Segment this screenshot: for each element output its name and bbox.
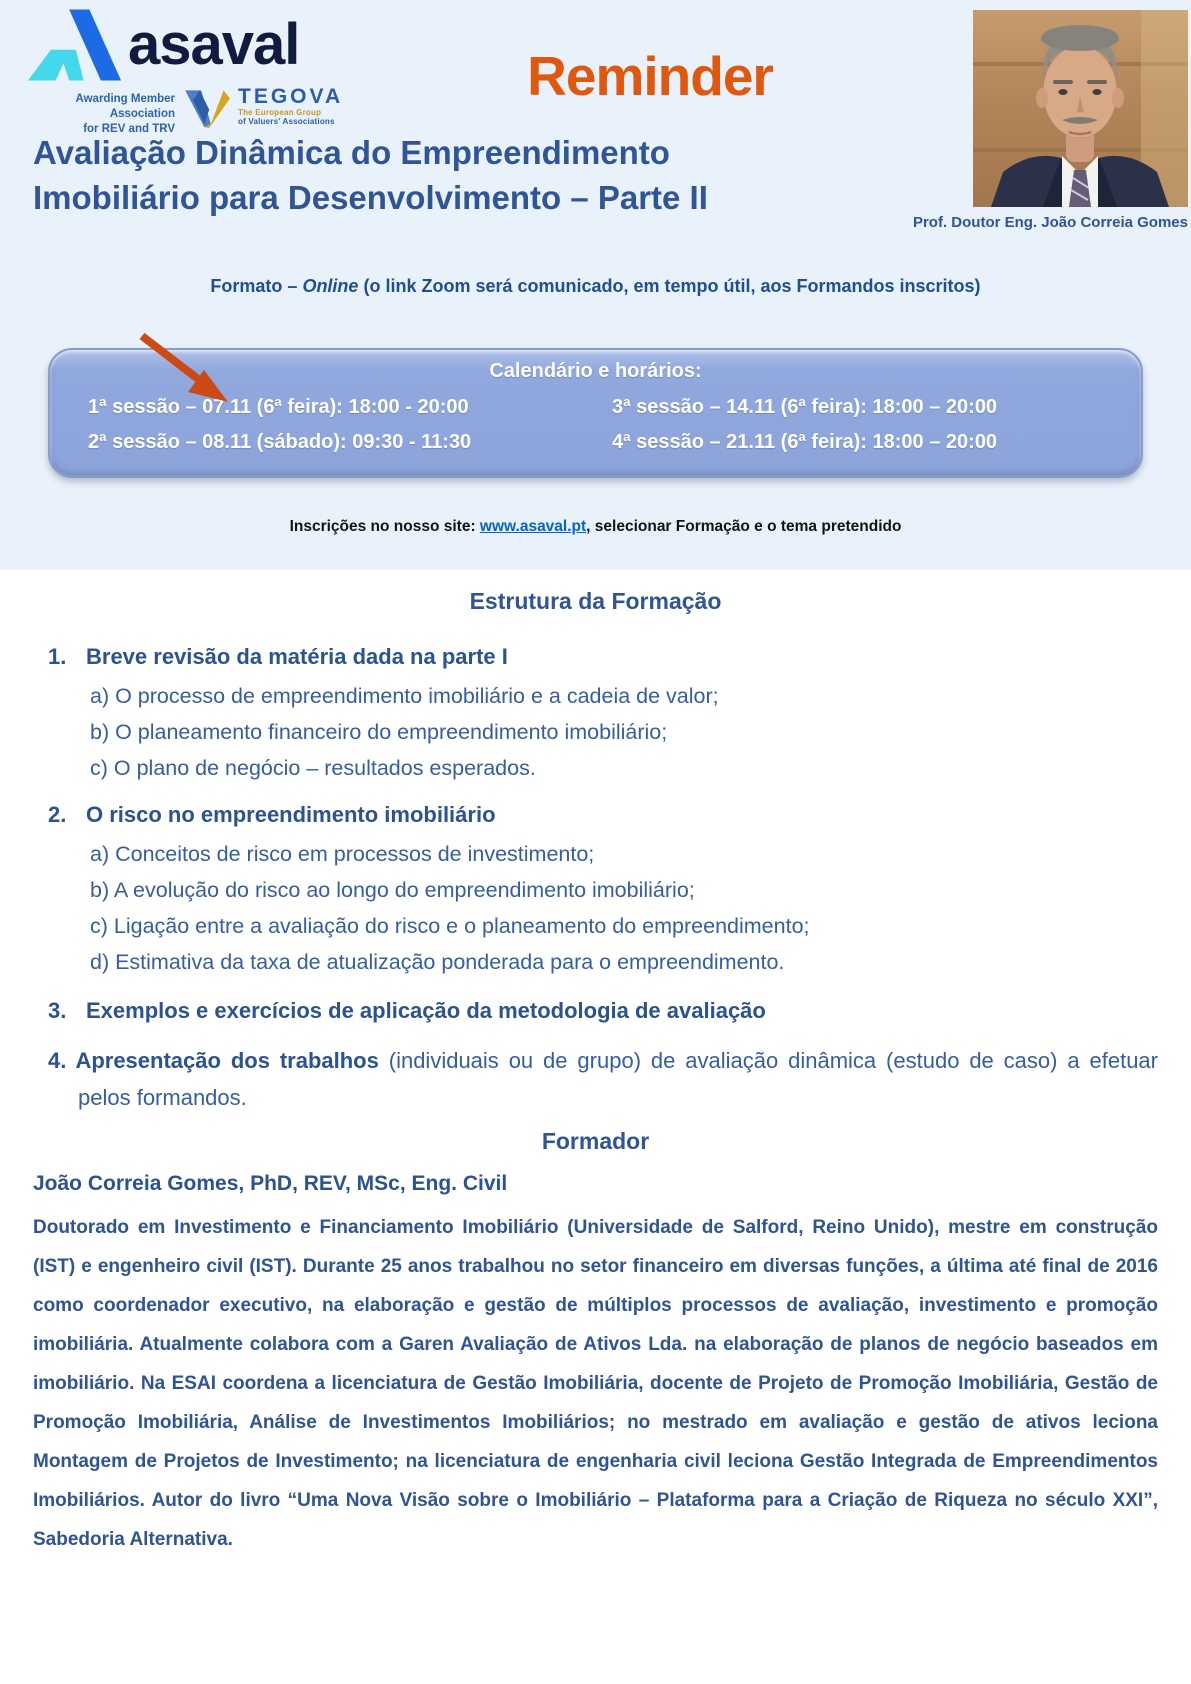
format-suffix: (o link Zoom será comunicado, em tempo útil, aos Formandos inscritos) (358, 276, 981, 296)
reminder-title: Reminder (527, 45, 773, 107)
header-section (0, 0, 1191, 570)
session-2: 2ª sessão – 08.11 (sábado): 09:30 - 11:30 (88, 431, 472, 453)
body-section (0, 570, 1191, 1559)
sub-item: c) Ligação entre a avaliação do risco e o planeamento do empreendimento; (90, 914, 810, 938)
format-online: Online (302, 276, 359, 296)
sub-item: c) O plano de negócio – resultados esperados. (90, 756, 536, 780)
sub-item: b) A evolução do risco ao longo do empreendimento imobiliário; (90, 878, 695, 902)
format-line (0, 276, 1191, 297)
tegova-logo (182, 86, 343, 135)
structure-item-4 (33, 1042, 1158, 1116)
enrollment-line (0, 518, 1191, 536)
session-4: 4ª sessão – 21.11 (6ª feira): 18:00 – 20:00 (612, 431, 998, 453)
structure-item-1 (33, 642, 1158, 672)
calendar-title: Calendário e horários: (489, 360, 702, 382)
trainer-name: João Correia Gomes, PhD, REV, MSc, Eng. Civil (33, 1172, 508, 1195)
tegova-icon (182, 86, 230, 135)
session-1: 1ª sessão – 07.11 (6ª feira): 18:00 - 20:00 (88, 396, 469, 418)
asaval-wordmark: asaval (128, 12, 300, 77)
item-1-subitems (33, 678, 1158, 786)
tegova-sub2: of Valuers' Associations (238, 117, 335, 126)
enrollment-suffix: , selecionar Formação e o tema pretendido (586, 518, 902, 535)
asaval-site-link[interactable]: www.asaval.pt (479, 518, 587, 535)
structure-item-2 (33, 800, 1158, 830)
item-3-number: 3. (48, 998, 67, 1023)
item-2-title: O risco no empreendimento imobiliário (86, 802, 496, 827)
page-title (33, 130, 708, 220)
tagline-line1: Awarding Member Association (75, 93, 175, 120)
sub-item: d) Estimativa da taxa de atualização ponderada para o empreendimento. (90, 950, 785, 974)
item-1-number: 1. (48, 644, 67, 669)
trainer-photo (973, 10, 1188, 207)
tegova-sub1: The European Group (238, 108, 322, 117)
session-3: 3ª sessão – 14.11 (6ª feira): 18:00 – 20:00 (612, 396, 998, 418)
enrollment-prefix: Inscrições no nosso site: (289, 518, 480, 535)
structure-item-3 (33, 996, 1158, 1026)
item-4-title-bold: Apresentação dos trabalhos (75, 1048, 379, 1073)
item-3-title: Exemplos e exercícios de aplicação da metodologia de avaliação (86, 998, 766, 1023)
trainer-bio: Doutorado em Investimento e Financiamento Imobiliário (Universidade de Salford, Reino Unido), mestre em construção (IST) e engenheiro civil (IST). Durante 25 anos trabalhou no setor financeiro em diversas funções, a última até final de 2016 como coordenador executivo, na elaboração e gestão de múltiplos processos de avaliação, investimento e promoção imobiliária. Atualmente colabora com a Garen Avaliação de Ativos Lda. na elaboração de planos de negócio baseados em imobiliário. Na ESAI coordena a licenciatura de Gestão Imobiliária, docente de Projeto de Promoção Imobiliária, Gestão de Promoção Imobiliária, Análise de Investimentos Imobiliários; no mestrado em avaliação e gestão de ativos leciona Montagem de Projetos de Investimento; na licenciatura de engenharia civil leciona Gestão Integrada de Empreendimentos Imobiliários. Autor do livro “Uma Nova Visão sobre o Imobiliário – Plataforma para a Criação de Riqueza no século XXI”, Sabedoria Alternativa. (33, 1217, 1158, 1550)
asaval-logo (26, 4, 299, 86)
sub-item: a) Conceitos de risco em processos de investimento; (90, 842, 595, 866)
structure-heading: Estrutura da Formação (469, 588, 722, 614)
sub-item: b) O planeamento financeiro do empreendimento imobiliário; (90, 720, 668, 744)
asaval-logo-icon (26, 4, 122, 86)
arrow-icon (136, 330, 236, 415)
item-4-title-rest: (individuais ou de grupo) de avaliação dinâmica (estudo de caso) a efetuar pelos formandos. (78, 1048, 1158, 1110)
item-4-number: 4. (48, 1048, 67, 1073)
format-prefix: Formato – (210, 276, 303, 296)
item-1-title: Breve revisão da matéria dada na parte I (86, 644, 508, 669)
trainer-heading: Formador (541, 1128, 650, 1154)
page-title-line2: Imobiliário para Desenvolvimento – Parte II (33, 179, 708, 216)
item-2-subitems (33, 836, 1158, 980)
page-title-line1: Avaliação Dinâmica do Empreendimento (33, 134, 670, 171)
tagline-line2: for REV and TRV (83, 123, 175, 135)
photo-caption: Prof. Doutor Eng. João Correia Gomes (912, 214, 1188, 231)
sub-item: a) O processo de empreendimento imobiliário e a cadeia de valor; (90, 684, 719, 708)
item-2-number: 2. (48, 802, 67, 827)
tegova-name: TEGOVA (238, 85, 344, 108)
